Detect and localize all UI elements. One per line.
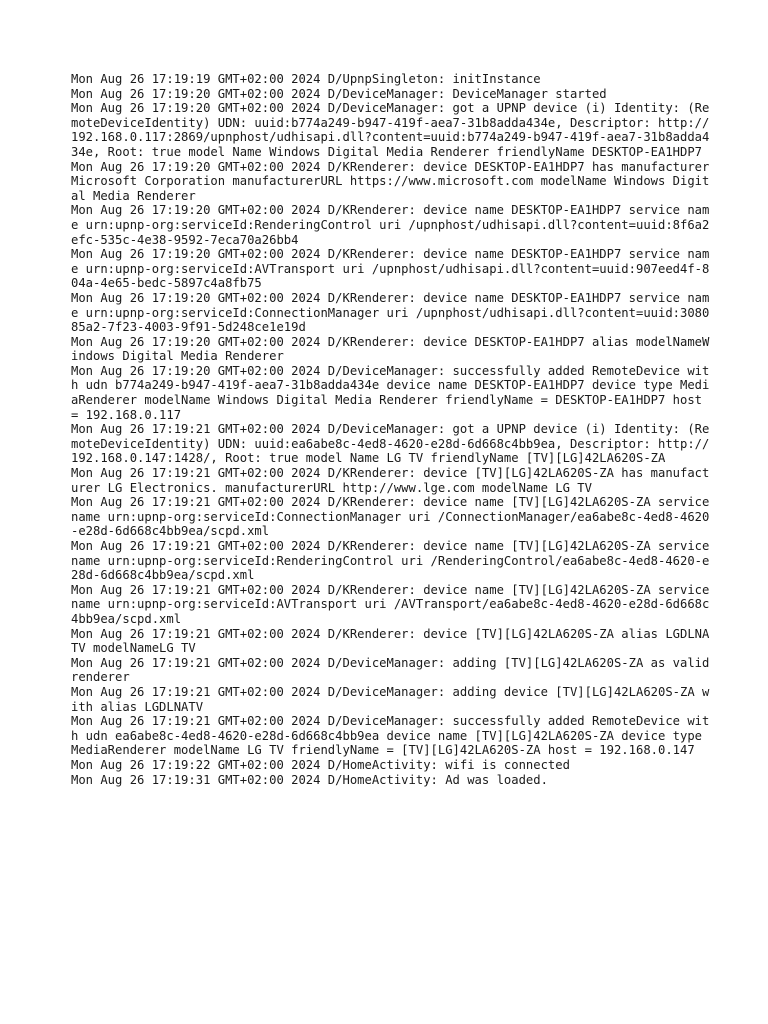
log-line: Mon Aug 26 17:19:20 GMT+02:00 2024 D/KRenderer: device DESKTOP-EA1HDP7 has manufacturer Microsoft Corporation manufacturerURL https://www.microsoft.com modelName Windows Digital Media Renderer xyxy=(71,159,717,203)
log-line: Mon Aug 26 17:19:21 GMT+02:00 2024 D/DeviceManager: got a UPNP device (i) Identity: (RemoteDeviceIdentity) UDN: uuid:ea6abe8c-4ed8-4620-e28d-6d668c4bb9ea, Descriptor: http://192.168.0.147:1428/, Root: true model Name LG TV friendlyName [TV][LG]42LA620S-ZA xyxy=(71,422,710,466)
log-line: Mon Aug 26 17:19:21 GMT+02:00 2024 D/KRenderer: device name [TV][LG]42LA620S-ZA service name urn:upnp-org:serviceId:ConnectionManager uri /ConnectionManager/ea6abe8c-4ed8-4620-e28d-6d668c4bb9ea/scpd.xml xyxy=(71,495,717,539)
log-line: Mon Aug 26 17:19:20 GMT+02:00 2024 D/DeviceManager: DeviceManager started xyxy=(71,86,607,101)
log-line: Mon Aug 26 17:19:21 GMT+02:00 2024 D/DeviceManager: adding device [TV][LG]42LA620S-ZA with alias LGDLNATV xyxy=(71,684,710,714)
log-line: Mon Aug 26 17:19:31 GMT+02:00 2024 D/HomeActivity: Ad was loaded. xyxy=(71,772,548,787)
log-output xyxy=(71,72,717,787)
log-line: Mon Aug 26 17:19:21 GMT+02:00 2024 D/KRenderer: device [TV][LG]42LA620S-ZA has manufacturer LG Electronics. manufacturerURL http://www.lge.com modelName LG TV xyxy=(71,466,710,495)
log-line: Mon Aug 26 17:19:19 GMT+02:00 2024 D/UpnpSingleton: initInstance xyxy=(71,72,541,86)
log-line: Mon Aug 26 17:19:21 GMT+02:00 2024 D/KRenderer: device [TV][LG]42LA620S-ZA alias LGDLNATV modelNameLG TV xyxy=(71,626,710,656)
log-line: Mon Aug 26 17:19:21 GMT+02:00 2024 D/DeviceManager: adding [TV][LG]42LA620S-ZA as valid renderer xyxy=(71,655,717,685)
log-line: Mon Aug 26 17:19:21 GMT+02:00 2024 D/DeviceManager: successfully added RemoteDevice with udn ea6abe8c-4ed8-4620-e28d-6d668c4bb9ea device name [TV][LG]42LA620S-ZA device type MediaRenderer modelName LG TV friendlyName = [TV][LG]42LA620S-ZA host = 192.168.0.147 xyxy=(71,714,710,758)
log-line: Mon Aug 26 17:19:20 GMT+02:00 2024 D/DeviceManager: successfully added RemoteDevice with udn b774a249-b947-419f-aea7-31b8adda434e device name DESKTOP-EA1HDP7 device type MediaRenderer modelName Windows Digital Media Renderer friendlyName = DESKTOP-EA1HDP7 host = 192.168.0.117 xyxy=(71,363,710,422)
log-line: Mon Aug 26 17:19:20 GMT+02:00 2024 D/KRenderer: device name DESKTOP-EA1HDP7 service name urn:upnp-org:serviceId:ConnectionManager uri /upnphost/udhisapi.dll?content=uuid:308085a2-7f23-4003-9f91-5d248ce1e19d xyxy=(71,290,710,335)
log-line: Mon Aug 26 17:19:21 GMT+02:00 2024 D/KRenderer: device name [TV][LG]42LA620S-ZA service name urn:upnp-org:serviceId:AVTransport uri /AVTransport/ea6abe8c-4ed8-4620-e28d-6d668c4bb9ea/scpd.xml xyxy=(71,582,717,626)
log-line: Mon Aug 26 17:19:20 GMT+02:00 2024 D/KRenderer: device name DESKTOP-EA1HDP7 service name urn:upnp-org:serviceId:RenderingControl uri /upnphost/udhisapi.dll?content=uuid:8f6a2efc-535c-4e38-9592-7eca70a26bb4 xyxy=(71,203,710,247)
log-line: Mon Aug 26 17:19:21 GMT+02:00 2024 D/KRenderer: device name [TV][LG]42LA620S-ZA service name urn:upnp-org:serviceId:RenderingControl uri /RenderingControl/ea6abe8c-4ed8-4620-e28d-6d668c4bb9ea/scpd.xml xyxy=(71,539,717,583)
log-line: Mon Aug 26 17:19:20 GMT+02:00 2024 D/KRenderer: device name DESKTOP-EA1HDP7 service name urn:upnp-org:serviceId:AVTransport uri /upnphost/udhisapi.dll?content=uuid:907eed4f-804a-4e65-bedc-5897c4a8fb75 xyxy=(71,247,710,291)
log-line: Mon Aug 26 17:19:22 GMT+02:00 2024 D/HomeActivity: wifi is connected xyxy=(71,757,570,772)
log-line: Mon Aug 26 17:19:20 GMT+02:00 2024 D/KRenderer: device DESKTOP-EA1HDP7 alias modelNameWindows Digital Media Renderer xyxy=(71,334,710,364)
log-line: Mon Aug 26 17:19:20 GMT+02:00 2024 D/DeviceManager: got a UPNP device (i) Identity: (RemoteDeviceIdentity) UDN: uuid:b774a249-b947-419f-aea7-31b8adda434e, Descriptor: http://192.168.0.117:2869/upnphost/udhisapi.dll?content=uuid:b774a249-b947-419f-aea7-31b8adda434e, Root: true model Name Windows Digital Media Renderer friendlyName DESKTOP-EA1HDP7 xyxy=(71,101,710,159)
